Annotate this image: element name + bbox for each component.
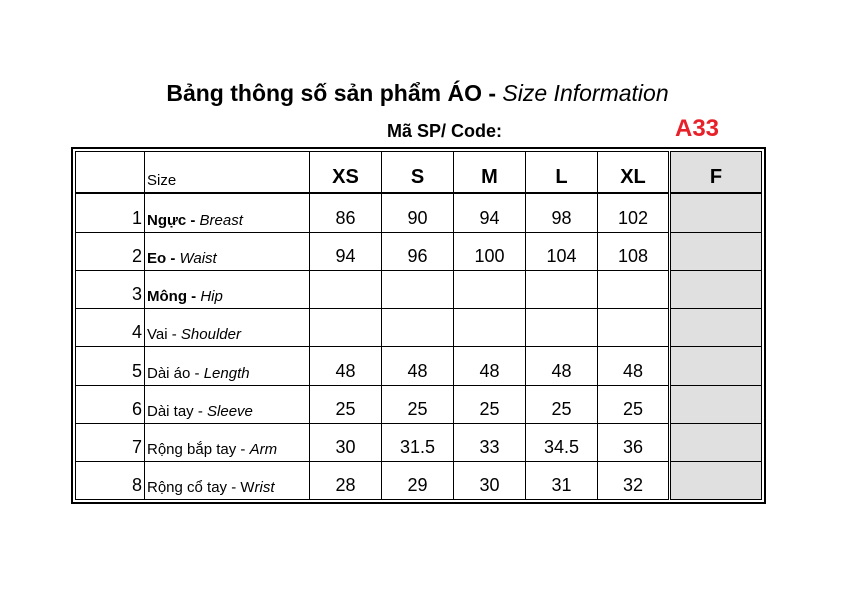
value-cell	[670, 309, 762, 347]
header-size-s: S	[382, 152, 454, 194]
value-cell	[670, 461, 762, 499]
row-number: 8	[76, 461, 145, 499]
value-cell: 90	[382, 193, 454, 232]
table-row	[76, 385, 762, 423]
row-label-vn: Eo -	[147, 250, 180, 268]
row-number: 5	[76, 347, 145, 385]
table-row	[76, 309, 762, 347]
value-cell: 36	[598, 423, 670, 461]
header-size-l: L	[526, 152, 598, 194]
row-label-en: rist	[254, 479, 275, 496]
row-label-vn: Rộng cổ tay - W	[147, 479, 255, 496]
row-label	[145, 347, 310, 385]
table-row	[76, 461, 762, 499]
header-num-cell	[76, 152, 145, 194]
header-size-xl: XL	[598, 152, 670, 194]
size-table	[71, 147, 766, 504]
table-row	[76, 232, 762, 270]
value-cell	[670, 347, 762, 385]
row-label-vn: Vai -	[147, 326, 181, 344]
value-cell: 29	[382, 461, 454, 499]
row-label	[145, 461, 310, 499]
row-number: 2	[76, 232, 145, 270]
table-row	[76, 193, 762, 232]
value-cell: 48	[526, 347, 598, 385]
row-label	[145, 271, 310, 309]
value-cell	[454, 309, 526, 347]
value-cell: 25	[310, 385, 382, 423]
title-sub: Size Information	[502, 80, 669, 106]
row-label-vn: Dài áo -	[147, 364, 204, 382]
code-value: A33	[675, 115, 720, 142]
row-label	[145, 309, 310, 347]
table-row	[76, 347, 762, 385]
value-cell: 25	[526, 385, 598, 423]
row-number: 6	[76, 385, 145, 423]
value-cell: 86	[310, 193, 382, 232]
value-cell: 32	[598, 461, 670, 499]
row-label	[145, 385, 310, 423]
value-cell: 25	[454, 385, 526, 423]
table-row	[76, 423, 762, 461]
value-cell	[670, 271, 762, 309]
value-cell	[670, 423, 762, 461]
value-cell: 31.5	[382, 423, 454, 461]
value-cell: 30	[454, 461, 526, 499]
table-header-row	[76, 152, 762, 194]
row-number: 7	[76, 423, 145, 461]
header-size-f: F	[670, 152, 762, 194]
header-size-m: M	[454, 152, 526, 194]
row-label-en: Arm	[249, 440, 278, 458]
value-cell	[670, 385, 762, 423]
row-label-en: Length	[203, 364, 250, 382]
value-cell: 48	[454, 347, 526, 385]
row-label-vn: Ngực -	[147, 211, 200, 229]
code-label: Mã SP/ Code:	[387, 121, 503, 141]
value-cell	[526, 309, 598, 347]
row-label-vn: Dài tay -	[147, 402, 208, 420]
value-cell	[670, 232, 762, 270]
row-label-en: Shoulder	[180, 326, 241, 344]
row-label-en: Hip	[200, 288, 223, 306]
table-row	[76, 271, 762, 309]
header-size-xs: XS	[310, 152, 382, 194]
value-cell	[454, 271, 526, 309]
value-cell	[310, 271, 382, 309]
value-cell: 102	[598, 193, 670, 232]
value-cell: 28	[310, 461, 382, 499]
row-label	[145, 232, 310, 270]
row-label	[145, 193, 310, 232]
value-cell: 108	[598, 232, 670, 270]
page-title	[0, 80, 835, 107]
value-cell	[526, 271, 598, 309]
value-cell: 25	[598, 385, 670, 423]
value-cell: 48	[310, 347, 382, 385]
title-main: Bảng thông số sản phẩm ÁO -	[166, 80, 503, 106]
header-size-label: Size	[145, 152, 310, 194]
value-cell: 94	[454, 193, 526, 232]
value-cell: 104	[526, 232, 598, 270]
value-cell: 48	[382, 347, 454, 385]
value-cell: 34.5	[526, 423, 598, 461]
value-cell	[382, 271, 454, 309]
row-label-en: Waist	[179, 250, 217, 268]
value-cell	[382, 309, 454, 347]
value-cell: 31	[526, 461, 598, 499]
row-number: 1	[76, 193, 145, 232]
value-cell	[598, 309, 670, 347]
row-label-en: Sleeve	[207, 402, 253, 420]
row-label-vn: Mông -	[147, 288, 201, 306]
row-label	[145, 423, 310, 461]
row-number: 3	[76, 271, 145, 309]
value-cell	[670, 193, 762, 232]
value-cell	[598, 271, 670, 309]
value-cell: 30	[310, 423, 382, 461]
value-cell: 98	[526, 193, 598, 232]
value-cell: 48	[598, 347, 670, 385]
value-cell: 96	[382, 232, 454, 270]
row-label-vn: Rộng bắp tay -	[147, 440, 250, 458]
value-cell: 33	[454, 423, 526, 461]
value-cell: 94	[310, 232, 382, 270]
row-number: 4	[76, 309, 145, 347]
value-cell	[310, 309, 382, 347]
value-cell: 100	[454, 232, 526, 270]
value-cell: 25	[382, 385, 454, 423]
row-label-en: Breast	[199, 211, 243, 229]
